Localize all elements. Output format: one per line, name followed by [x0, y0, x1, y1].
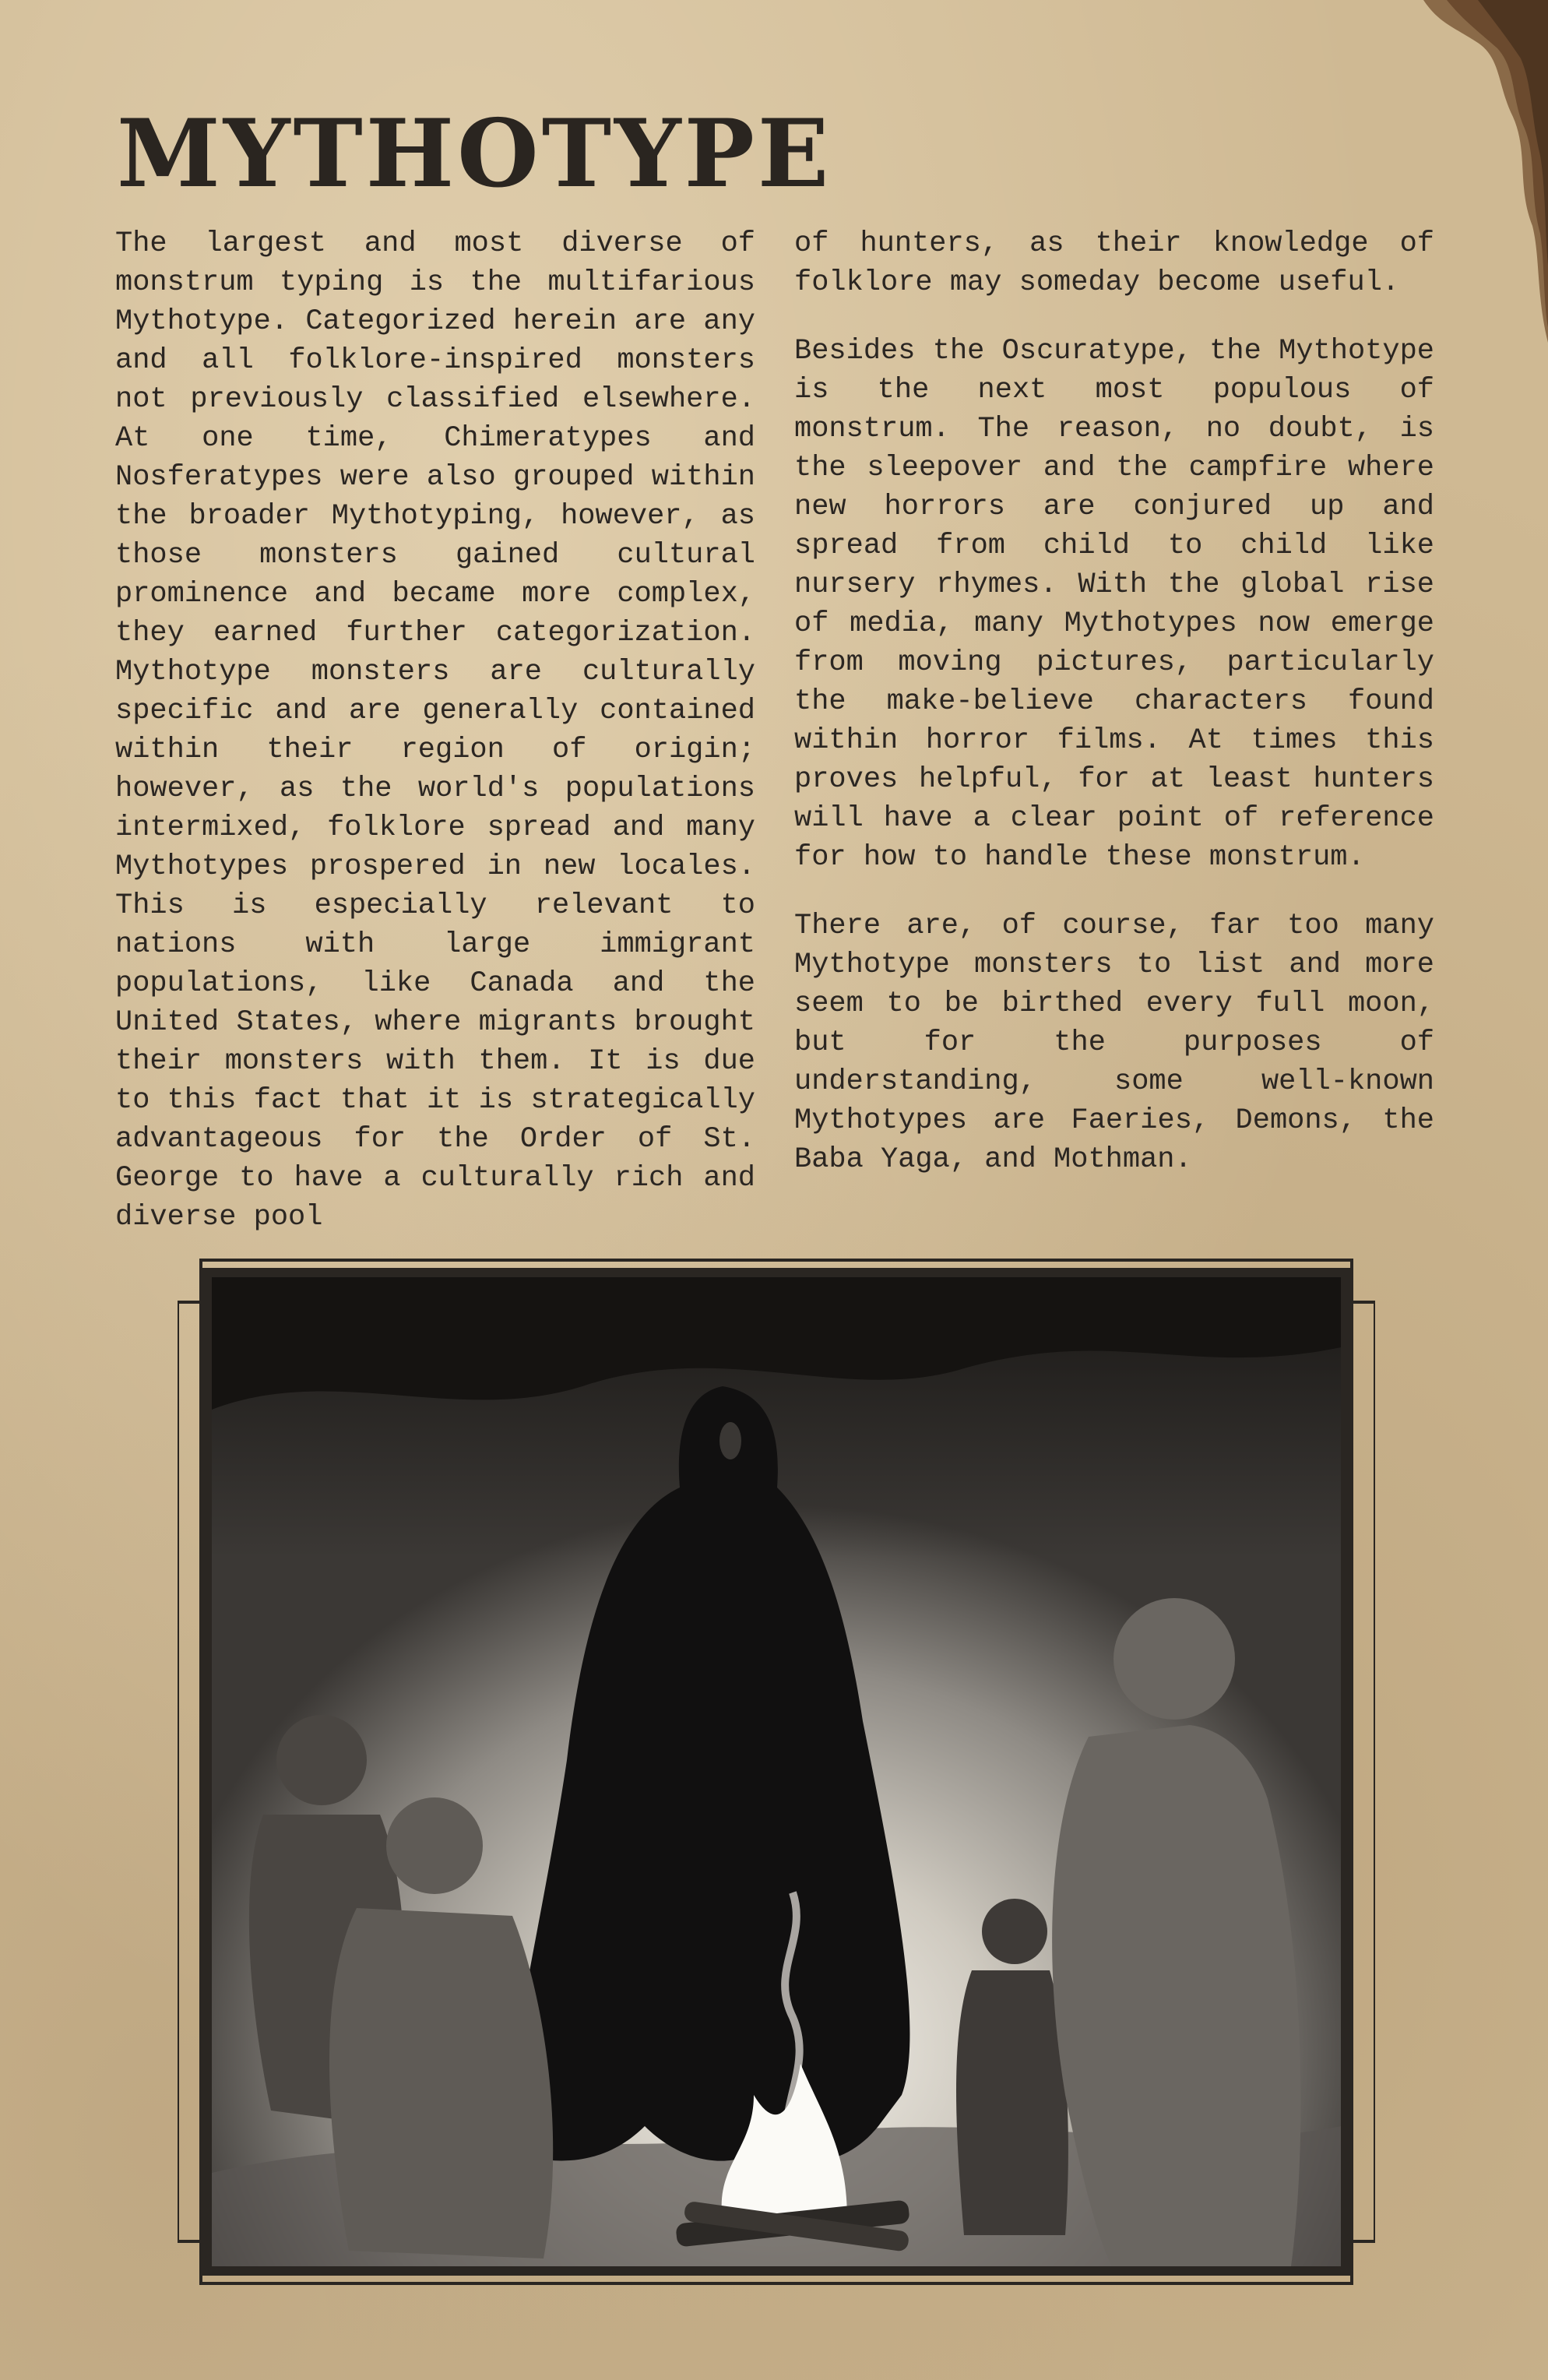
text-column-left: [115, 224, 755, 1266]
text-column-right: [794, 224, 1434, 1209]
paragraph: There are, of course, far too many Mythotype monsters to list and more seem to be birthed every full moon, but for the purposes of understanding, some well-known Mythotypes are Faeries, Demons, the Baba Yaga, and Mothman.: [794, 910, 1434, 1176]
campfire-illustration: [178, 1254, 1375, 2290]
paragraph: of hunters, as their knowledge of folklore may someday become useful.: [794, 227, 1434, 299]
paragraph: Besides the Oscuratype, the Mythotype is the next most populous of monstrum. The reason, no doubt, is the sleepover and the campfire where new horrors are conjured up and spread from child to child like nursery rhymes. With the global rise of media, many Mythotypes now emerge from moving pictures, particularly the make-believe characters found within horror films. At times this proves helpful, for at least hunters will have a clear point of reference for how to handle these monstrum.: [794, 335, 1434, 874]
campfire-scene: [212, 1277, 1341, 2266]
illustration-frame: [178, 1254, 1375, 2290]
page-title: MYTHOTYPE: [117, 99, 832, 209]
paragraph: The largest and most diverse of monstrum typing is the multifarious Mythotype. Categorized herein are any and all folklore-inspired monsters not previously classified elsewhere. At one time, Chimeratypes and Nosferatypes were also grouped within the broader Mythotyping, however, as those monsters gained cultural prominence and became more complex, they earned further categorization. Mythotype monsters are culturally specific and are generally contained within their region of origin; however, as the world's populations intermixed, folklore spread and many Mythotypes prospered in new locales. This is especially relevant to nations with large immigrant populations, like Canada and the United States, where migrants brought their monsters with them. It is due to this fact that it is strategically advantageous for the Order of St. George to have a culturally rich and diverse pool: [115, 227, 755, 1234]
burnt-corner-decoration: [1423, 0, 1548, 343]
